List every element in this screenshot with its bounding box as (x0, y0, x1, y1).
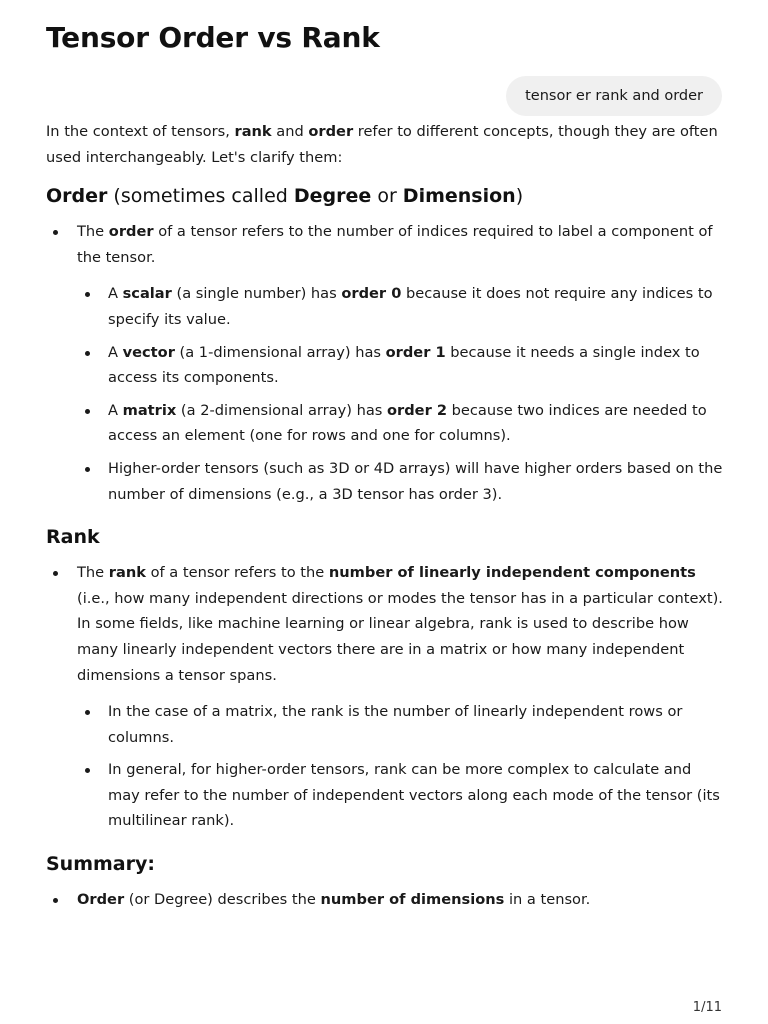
page-number: 1/11 (692, 1000, 722, 1015)
user-message-bubble: tensor er rank and order (506, 76, 722, 116)
rank-heading: Rank (46, 526, 100, 549)
order-list (46, 219, 726, 507)
order-heading: Order (sometimes called Degree or Dimension) (46, 185, 524, 208)
list-item: Order (or Degree) describes the number of dimensions in a tensor. (46, 887, 726, 913)
list-item: In general, for higher-order tensors, rank can be more complex to calculate and may refer to the number of independent vectors along each mode of the tensor (its multilinear rank). (77, 757, 726, 834)
summary-heading: Summary: (46, 853, 155, 876)
intro-paragraph: In the context of tensors, rank and order refer to different concepts, though they are often used interchangeably. Let's clarify them: (46, 123, 718, 166)
list-item: A scalar (a single number) has order 0 because it does not require any indices to specify its value. (77, 281, 726, 332)
list-item: A matrix (a 2-dimensional array) has order 2 because two indices are needed to access an element (one for rows and one for columns). (77, 398, 726, 449)
response-content (46, 119, 726, 913)
list-item: A vector (a 1-dimensional array) has order 1 because it needs a single index to access its components. (77, 340, 726, 391)
order-examples-list (77, 281, 726, 507)
summary-list (46, 887, 726, 913)
list-item: Higher-order tensors (such as 3D or 4D arrays) will have higher orders based on the number of dimensions (e.g., a 3D tensor has order 3). (77, 456, 726, 507)
document-page (46, 0, 726, 1024)
rank-list (46, 560, 726, 834)
page-title: Tensor Order vs Rank (46, 21, 380, 54)
rank-details-list (77, 699, 726, 834)
order-definition-item: The order of a tensor refers to the number of indices required to label a component of the tensor. A scalar (a single number) has order 0 because it does not require any indices to specify its value. A vector (a 1-dimensional array) has order 1 because it needs a single index to access its components. A matrix (a 2-dimensional array) has order 2 because two indices are needed to access an element (one for rows and one for columns). Higher-order tensors (such as 3D or 4D arrays) will have higher orders based on the number of dimensions (e.g., a 3D tensor has order 3). (46, 219, 726, 507)
rank-definition-item: The rank of a tensor refers to the number of linearly independent components (i.e., how many independent directions or modes the tensor has in a particular context). In some fields, like machine learning or linear algebra, rank is used to describe how many linearly independent vectors there are in a matrix or how many independent dimensions a tensor spans. In the case of a matrix, the rank is the number of linearly independent rows or columns. In general, for higher-order tensors, rank can be more complex to calculate and may refer to the number of independent vectors along each mode of the tensor (its multilinear rank). (46, 560, 726, 834)
list-item: In the case of a matrix, the rank is the number of linearly independent rows or columns. (77, 699, 726, 750)
